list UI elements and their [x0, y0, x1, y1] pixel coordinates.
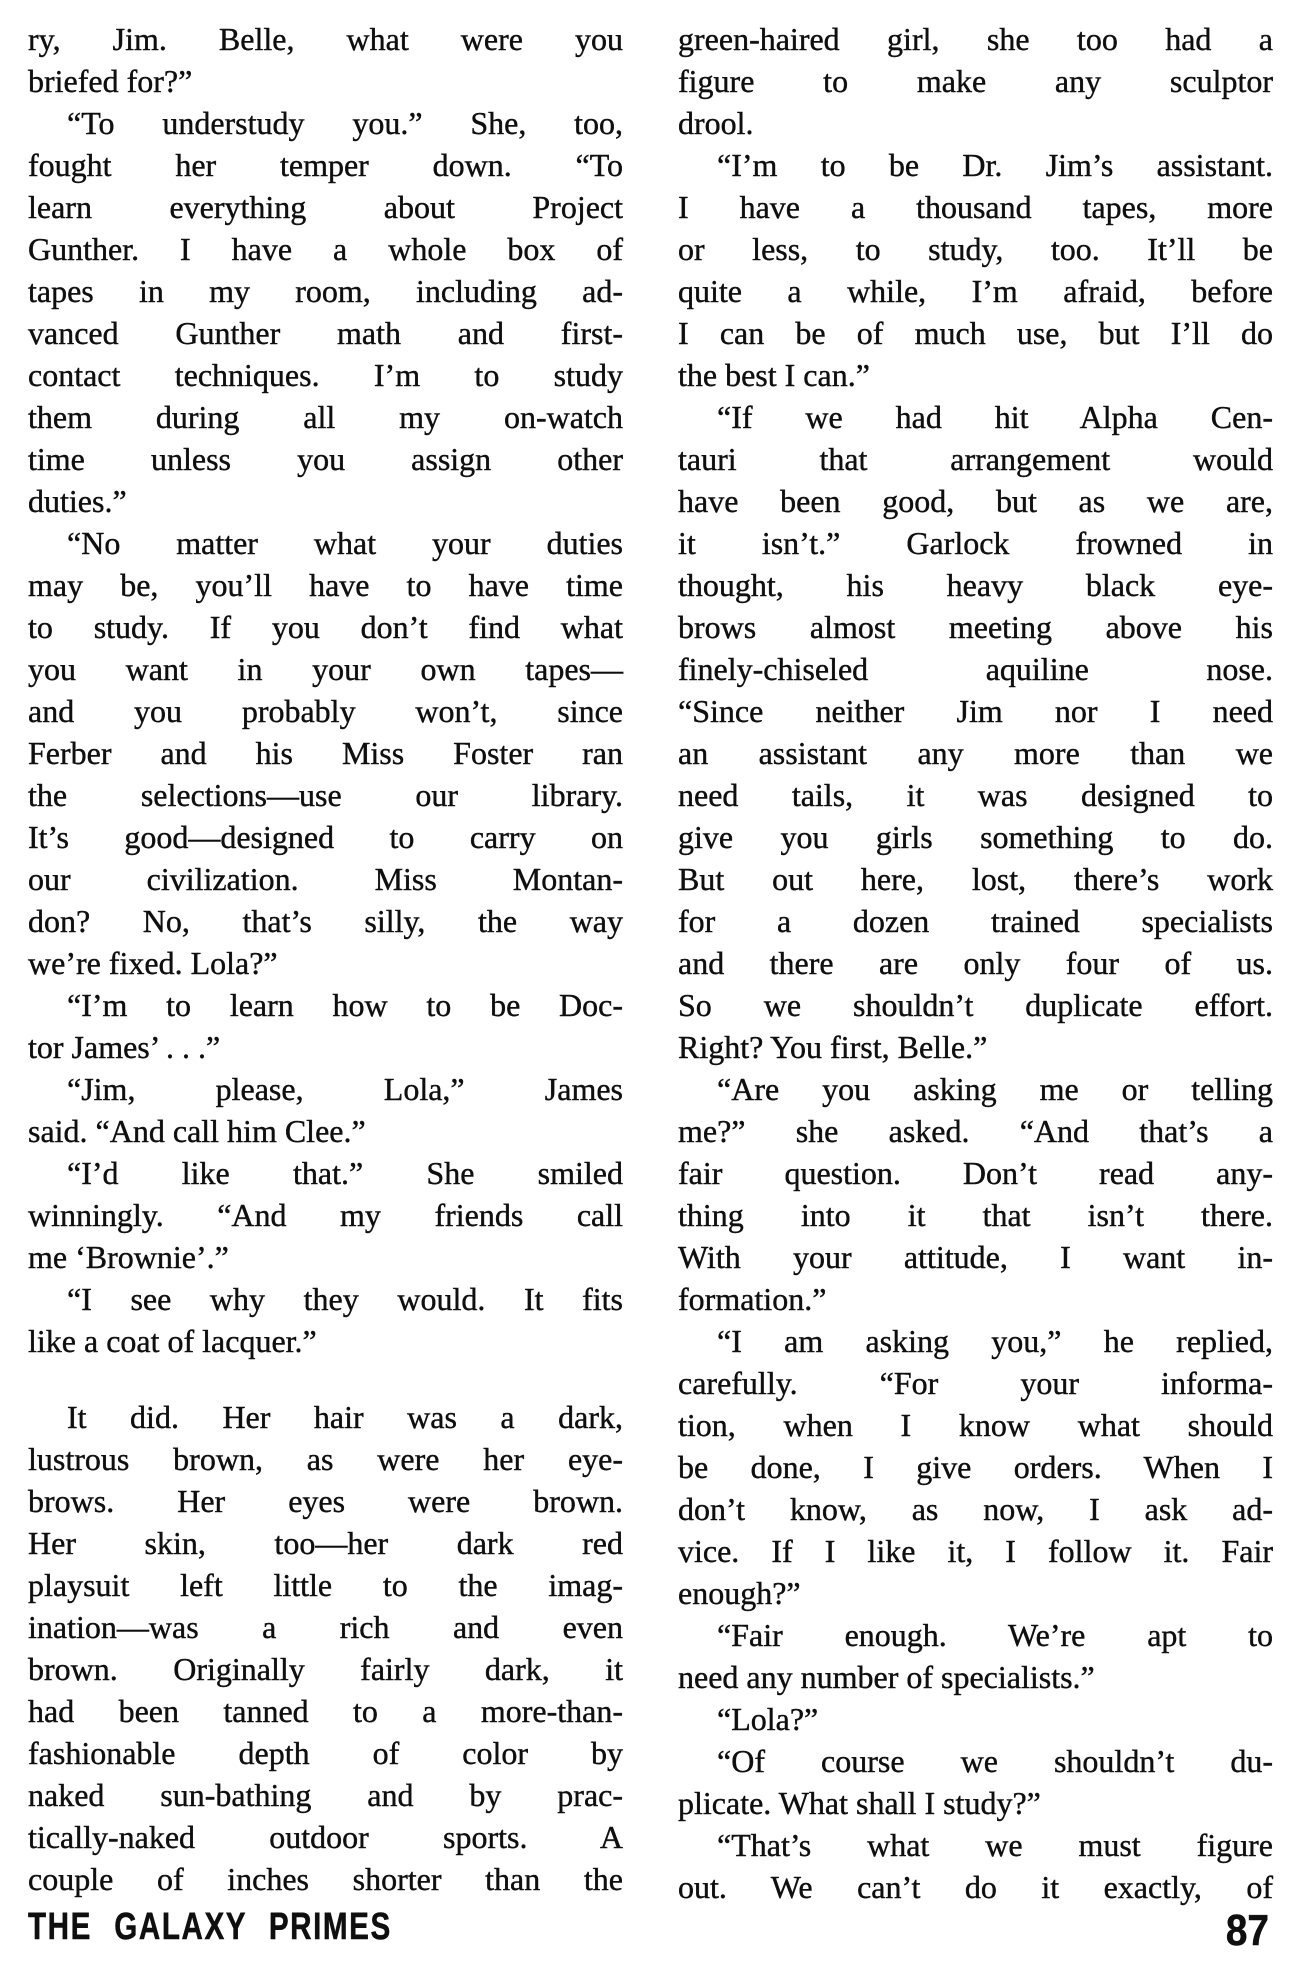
text-line: green-haired girl, she too had a [678, 21, 1273, 57]
text-line: carefully. “For your informa- [678, 1365, 1273, 1401]
text-line: and you probably won’t, since [28, 693, 623, 729]
text-line: them during all my on-watch [28, 399, 623, 435]
text-line: “Since neither Jim nor I need [678, 693, 1273, 729]
text-line: our civilization. Miss Montan- [28, 861, 623, 897]
text-line: formation.” [678, 1281, 827, 1317]
text-line: “Fair enough. We’re apt to [717, 1617, 1273, 1653]
text-line: fought her temper down. “To [28, 147, 623, 183]
text-line: like a coat of lacquer.” [28, 1323, 317, 1359]
text-line: tor James’ . . .” [28, 1029, 221, 1065]
text-line: plicate. What shall I study?” [678, 1785, 1041, 1821]
text-line: or less, to study, too. It’ll be [678, 231, 1273, 267]
text-line: may be, you’ll have to have time [28, 567, 623, 603]
text-line: briefed for?” [28, 63, 193, 99]
text-line: to study. If you don’t find what [28, 609, 623, 645]
text-line: I can be of much use, but I’ll do [678, 315, 1273, 351]
text-line: “I am asking you,” he replied, [717, 1323, 1273, 1359]
text-line: thought, his heavy black eye- [678, 567, 1273, 603]
text-line: time unless you assign other [28, 441, 623, 477]
text-line: playsuit left little to the imag- [28, 1567, 623, 1603]
text-line: I have a thousand tapes, more [678, 189, 1273, 225]
text-line: need any number of specialists.” [678, 1659, 1095, 1695]
text-line: It did. Her hair was a dark, [67, 1399, 623, 1435]
text-line: don? No, that’s silly, the way [28, 903, 623, 939]
text-line: tically-naked outdoor sports. A [28, 1819, 623, 1855]
text-line: don’t know, as now, I ask ad- [678, 1491, 1273, 1527]
text-line: vanced Gunther math and first- [28, 315, 623, 351]
text-line: brown. Originally fairly dark, it [28, 1651, 623, 1687]
text-line: duties.” [28, 483, 127, 519]
text-line: “Of course we shouldn’t du- [717, 1743, 1273, 1779]
text-line: couple of inches shorter than the [28, 1861, 623, 1897]
text-line: tion, when I know what should [678, 1407, 1273, 1443]
text-line: “Lola?” [717, 1701, 819, 1737]
text-line: “I’d like that.” She smiled [67, 1155, 623, 1191]
text-line: “To understudy you.” She, too, [67, 105, 623, 141]
text-line: With your attitude, I want in- [678, 1239, 1273, 1275]
text-line: Right? You first, Belle.” [678, 1029, 988, 1065]
text-line: ination—was a rich and even [28, 1609, 623, 1645]
text-line: need tails, it was designed to [678, 777, 1273, 813]
text-line: fashionable depth of color by [28, 1735, 623, 1771]
text-line: brows. Her eyes were brown. [28, 1483, 623, 1519]
text-line: learn everything about Project [28, 189, 623, 225]
section-break [28, 1362, 623, 1396]
text-line: Her skin, too—her dark red [28, 1525, 623, 1561]
text-line: fair question. Don’t read any- [678, 1155, 1273, 1191]
text-line: enough?” [678, 1575, 801, 1611]
text-line: “I’m to learn how to be Doc- [67, 987, 623, 1023]
text-line: we’re fixed. Lola?” [28, 945, 278, 981]
text-line: “That’s what we must figure [717, 1827, 1273, 1863]
book-title: THE GALAXY PRIMES [28, 1906, 392, 1948]
page-number: 87 [1225, 1906, 1269, 1955]
text-line: figure to make any sculptor [678, 63, 1273, 99]
text-line: finely-chiseled aquiline nose. [678, 651, 1273, 687]
text-line: ry, Jim. Belle, what were you [28, 21, 623, 57]
text-line: winningly. “And my friends call [28, 1197, 623, 1233]
text-line: give you girls something to do. [678, 819, 1273, 855]
left-column [28, 18, 623, 1908]
text-line: tapes in my room, including ad- [28, 273, 623, 309]
text-line: and there are only four of us. [678, 945, 1273, 981]
text-line: drool. [678, 105, 754, 141]
text-line: vice. If I like it, I follow it. Fair [678, 1533, 1273, 1569]
text-line: me ‘Brownie’.” [28, 1239, 229, 1275]
text-line: quite a while, I’m afraid, before [678, 273, 1273, 309]
text-line: had been tanned to a more-than- [28, 1693, 623, 1729]
page-footer [28, 1903, 1269, 1953]
text-line: “If we had hit Alpha Cen- [717, 399, 1273, 435]
text-line: But out here, lost, there’s work [678, 861, 1273, 897]
text-line: It’s good—designed to carry on [28, 819, 623, 855]
text-line: thing into it that isn’t there. [678, 1197, 1273, 1233]
text-line: brows almost meeting above his [678, 609, 1273, 645]
text-line: have been good, but as we are, [678, 483, 1273, 519]
text-line: it isn’t.” Garlock frowned in [678, 525, 1273, 561]
text-line: tauri that arrangement would [678, 441, 1273, 477]
text-line: the selections—use our library. [28, 777, 623, 813]
text-line: me?” she asked. “And that’s a [678, 1113, 1273, 1149]
right-column [678, 18, 1273, 1908]
text-line: contact techniques. I’m to study [28, 357, 623, 393]
text-line: “I see why they would. It fits [67, 1281, 623, 1317]
text-line: said. “And call him Clee.” [28, 1113, 366, 1149]
text-line: out. We can’t do it exactly, of [678, 1869, 1273, 1905]
text-line: Gunther. I have a whole box of [28, 231, 623, 267]
text-line: the best I can.” [678, 357, 870, 393]
text-line: Ferber and his Miss Foster ran [28, 735, 623, 771]
text-line: “Are you asking me or telling [717, 1071, 1273, 1107]
text-line: So we shouldn’t duplicate effort. [678, 987, 1273, 1023]
text-line: lustrous brown, as were her eye- [28, 1441, 623, 1477]
text-line: an assistant any more than we [678, 735, 1273, 771]
text-line: “No matter what your duties [67, 525, 623, 561]
text-line: be done, I give orders. When I [678, 1449, 1273, 1485]
text-line: “Jim, please, Lola,” James [67, 1071, 623, 1107]
text-line: naked sun-bathing and by prac- [28, 1777, 623, 1813]
text-line: for a dozen trained specialists [678, 903, 1273, 939]
text-line: you want in your own tapes— [28, 651, 623, 687]
text-line: “I’m to be Dr. Jim’s assistant. [717, 147, 1273, 183]
